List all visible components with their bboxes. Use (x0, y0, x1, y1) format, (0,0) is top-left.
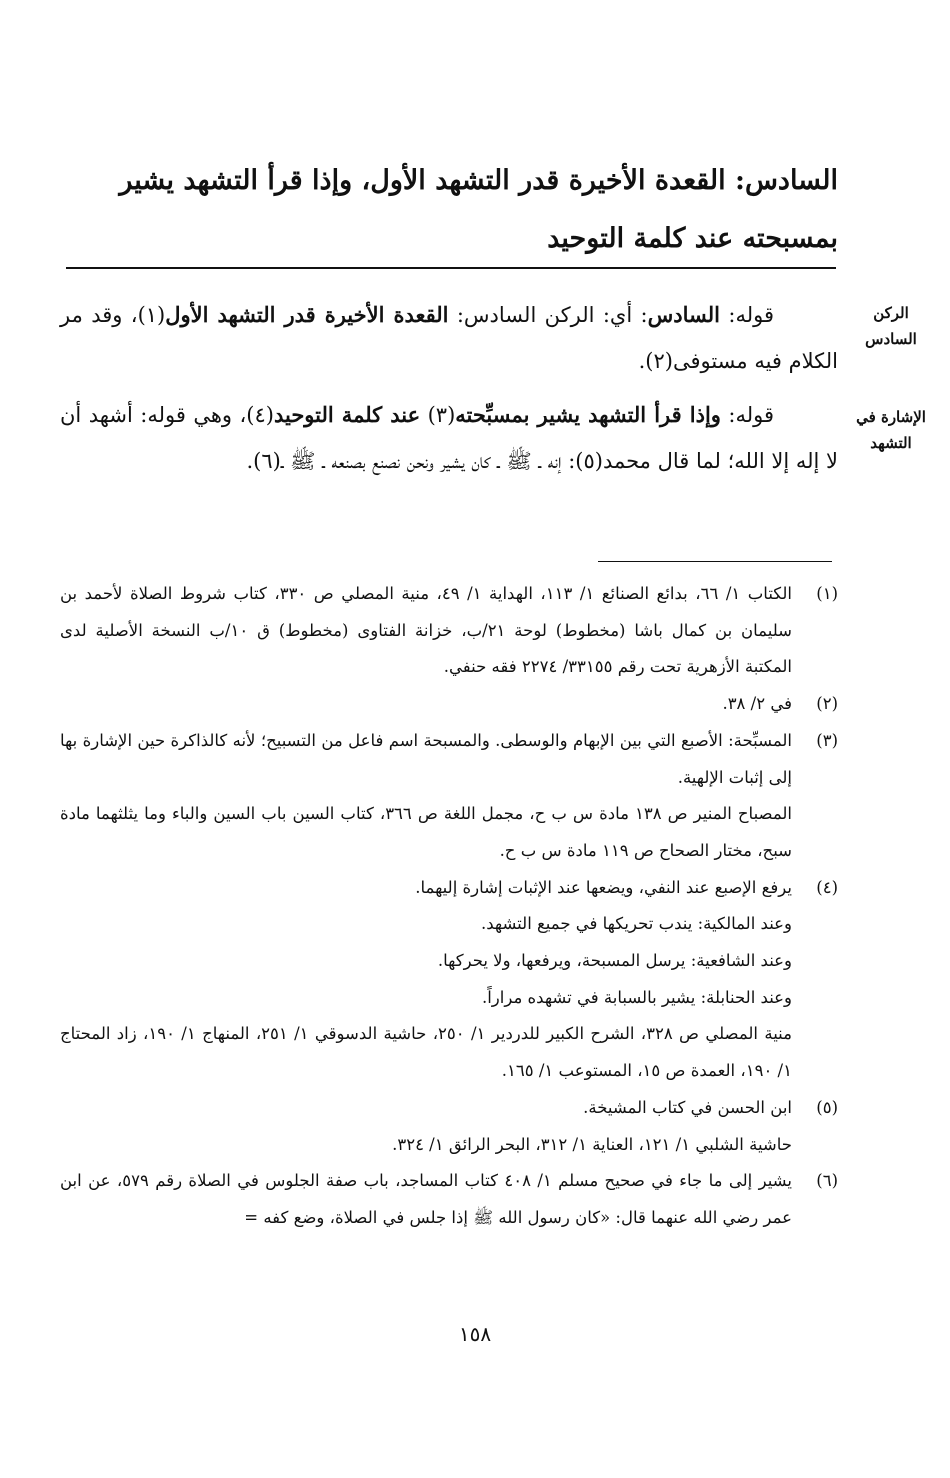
footnote-number: (٣) (816, 730, 838, 750)
margin-note-pointing: الإشارة في التشهد (856, 408, 926, 452)
footnote-text: في ٢/ ٣٨. (722, 694, 792, 714)
para1-bold-a: السادس (647, 302, 720, 327)
footnote-number: (٥) (816, 1097, 838, 1117)
para2-bold-a: وإذا قرأ التشهد يشير بمسبِّحته (455, 402, 721, 427)
footnote-5 (60, 1090, 838, 1163)
para1-text-b: : أي: الركن السادس: (448, 303, 648, 327)
footnote-3 (60, 723, 838, 870)
heading-divider (66, 267, 836, 269)
footnote-text: المسبِّحة: الأصبع التي بين الإبهام والوسطى. والمسبحة اسم فاعل من التسبيح؛ لأنه كالذاكرة حين الإشارة بها إلى إثبات الإلهية. (60, 730, 792, 787)
para2-bold-b: عند كلمة التوحيد (273, 402, 421, 427)
para2-text-a: قوله: (720, 403, 775, 427)
footnote-text: حاشية الشلبي ١/ ١٢١، العناية ١/ ٣١٢، البحر الرائق ١/ ٣٢٤. (392, 1134, 792, 1154)
footnote-text: يرفع الإصبع عند النفي، ويضعها عند الإثبات إشارة إليهما. (415, 877, 792, 897)
para1-text-c: (١)، وقد مر الكلام فيه مستوفى(٢). (60, 303, 838, 373)
margin-note-sixth-pillar: الركن السادس (865, 304, 917, 348)
footnote-number: (١) (816, 584, 838, 603)
footnotes-divider (598, 561, 832, 562)
footnote-4 (60, 870, 838, 1090)
page-number: ١٥٨ (458, 1322, 492, 1346)
footnote-text: المصباح المنير ص ١٣٨ مادة س ب ح، مجمل اللغة ص ٣٦٦، كتاب السين باب السين والباء وما يثلثهما مادة سبح، مختار الصحاح ص ١١٩ مادة س ب ح. (60, 804, 793, 860)
footnote-text: ابن الحسن في كتاب المشيخة. (583, 1097, 792, 1117)
para2-text-b: (٣) (420, 403, 456, 427)
footnote-2 (60, 686, 838, 723)
footnote-6 (60, 1163, 838, 1236)
footnote-number: (٦) (816, 1171, 838, 1191)
paragraph-sixth-pillar (60, 292, 838, 384)
para2-text-c: (٤)، وهي قوله: أشهد أن لا إله إلا الله؛ لما قال محمد(٥): إنه ـ ﷺ ـ كان يشير ونحن نصنع بصنعه ـ ﷺ ـ(٦). (60, 403, 838, 473)
footnote-number: (٢) (816, 694, 838, 714)
para1-text-a: قوله: (720, 303, 774, 327)
paragraph-pointing (60, 392, 838, 484)
footnote-text: منية المصلي ص ٣٢٨، الشرح الكبير للدردير ١/ ٢٥٠، حاشية الدسوقي ١/ ٢٥١، المنهاج ١/ ١٩٠، زاد المحتاج ١/ ١٩٠، العمدة ص ١٥، المستوعب ١/ ١٦٥. (60, 1024, 792, 1081)
footnote-number: (٤) (816, 877, 838, 897)
footnote-text: وعند المالكية: يندب تحريكها في جميع التشهد. (480, 914, 792, 934)
footnote-text: وعند الحنابلة: يشير بالسبابة في تشهده مراراً. (481, 987, 792, 1007)
section-heading: السادس: القعدة الأخيرة قدر التشهد الأول، وإذا قرأ التشهد يشير بمسبحته عند كلمة التوحيد (119, 165, 838, 254)
footnote-text: الكتاب ١/ ٦٦، بدائع الصنائع ١/ ١١٣، الهداية ١/ ٤٩، منية المصلي ص ٣٣٠، كتاب شروط الصلاة لأحمد بن سليمان بن كمال باشا (مخطوط) لوحة ٢١/ب، خزانة الفتاوى (مخطوط) ق ١٠/ب النسخة الأصلية لدى المكتبة الأزهرية تحت رقم ٣٣١٥٥/ ٢٢٧٤ فقه حنفي. (60, 584, 793, 677)
footnote-text: وعند الشافعية: يرسل المسبحة، ويرفعها، ولا يحركها. (437, 951, 792, 971)
footnotes (60, 576, 838, 1237)
para1-bold-b: القعدة الأخيرة قدر التشهد الأول (165, 302, 449, 327)
footnote-1 (60, 576, 838, 686)
footnote-text: يشير إلى ما جاء في صحيح مسلم ١/ ٤٠٨ كتاب المساجد، باب صفة الجلوس في الصلاة رقم ٥٧٩، عن ابن عمر رضي الله عنهما قال: «كان رسول الله ﷺ إذا جلس في الصلاة، وضع كفه = (60, 1171, 792, 1227)
